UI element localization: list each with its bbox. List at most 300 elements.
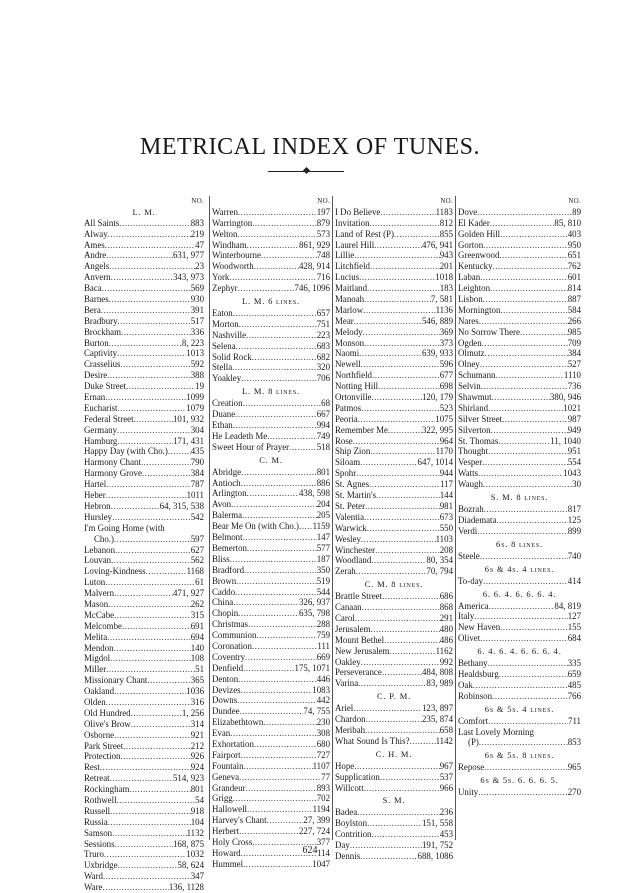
tune-entry <box>335 436 453 447</box>
tune-name: Melcombe <box>84 620 122 631</box>
dot-leader <box>118 316 191 327</box>
tune-entry <box>458 515 581 526</box>
tune-name: Stella <box>212 362 233 373</box>
tune-name: Bera <box>84 304 101 315</box>
dot-leader <box>146 566 187 577</box>
dot-leader <box>111 501 160 512</box>
tune-name: Avon <box>212 499 232 510</box>
tune-entry <box>84 577 204 588</box>
tune-number: 597 <box>190 533 204 544</box>
tune-number: 350 <box>316 564 330 575</box>
tune-name: Happy Day (with Cho.) <box>84 446 168 457</box>
meter-heading: C. M. 8 lines. <box>364 579 424 590</box>
dot-leader <box>371 555 426 566</box>
tune-name: Italy <box>458 611 475 622</box>
meter-heading: S. M. 8 lines. <box>490 492 549 503</box>
tune-entry <box>84 305 204 316</box>
tune-number: 435 <box>190 446 204 457</box>
dot-leader <box>105 577 195 588</box>
tune-number: 262 <box>190 598 204 609</box>
tune-number: 992 <box>439 656 453 667</box>
tune-entry <box>84 534 204 545</box>
dot-leader <box>479 316 568 327</box>
tune-number: 187 <box>316 553 330 564</box>
tune-entry <box>335 316 453 327</box>
tune-name: Russia <box>84 816 108 827</box>
tune-entry <box>212 663 330 674</box>
tune-entry <box>84 523 204 534</box>
dot-leader <box>367 523 440 534</box>
index-column-1 <box>84 196 204 893</box>
dot-leader <box>480 551 568 562</box>
tune-entry <box>458 787 581 798</box>
tune-number: 694 <box>190 631 204 642</box>
tune-number: 861, 929 <box>298 239 330 250</box>
tune-number: 964 <box>439 435 453 446</box>
tune-entry <box>458 576 581 587</box>
tune-entry <box>335 218 453 229</box>
dot-leader <box>107 370 191 381</box>
dot-leader <box>370 261 440 272</box>
dot-leader <box>481 381 568 392</box>
tune-name: Hope <box>335 760 355 771</box>
dot-leader <box>110 806 191 817</box>
tune-name: Holy Cross <box>212 836 253 847</box>
tune-entry <box>335 736 453 747</box>
dot-leader <box>498 436 550 447</box>
tune-entry <box>458 392 581 403</box>
tune-number: 746, 1096 <box>294 283 330 294</box>
tune-entry <box>335 403 453 414</box>
tune-entry <box>84 621 204 632</box>
tune-entry <box>84 294 204 305</box>
tune-number: 403 <box>567 228 581 239</box>
tune-entry <box>84 882 204 893</box>
tune-entry <box>335 338 453 349</box>
tune-number: 1099 <box>186 392 204 403</box>
dot-leader <box>233 308 317 319</box>
tune-number: 921 <box>190 729 204 740</box>
tune-name: Communion <box>212 630 257 641</box>
tune-entry <box>212 685 330 696</box>
tune-name: Grandeur <box>212 782 246 793</box>
tune-name: Rest <box>84 762 100 773</box>
dot-leader <box>499 250 567 261</box>
tune-entry <box>335 591 453 602</box>
tune-entry <box>212 250 330 261</box>
tune-name: Bradbury <box>84 315 118 326</box>
tune-entry <box>212 859 330 870</box>
tune-entry <box>335 566 453 577</box>
tune-name: Eucharist <box>84 402 118 413</box>
tune-name: Brattle Street <box>335 591 383 602</box>
dot-leader <box>380 772 440 783</box>
tune-name: Loving-Kindness <box>84 566 146 577</box>
tune-number: 151, 558 <box>421 818 453 829</box>
tune-number: 751 <box>316 318 330 329</box>
tune-number: 994 <box>316 420 330 431</box>
tune-entry <box>84 566 204 577</box>
tune-entry <box>335 501 453 512</box>
dot-leader <box>118 860 178 871</box>
tune-entry <box>458 601 581 612</box>
tune-name: Newell <box>335 359 361 370</box>
tune-number: 787 <box>190 479 204 490</box>
tune-name: Lillie <box>335 250 355 261</box>
tune-number: 1018 <box>435 272 453 283</box>
tune-name: Fairport <box>212 749 241 760</box>
tune-entry <box>335 490 453 501</box>
tune-number: 322, 995 <box>421 424 453 435</box>
dot-leader <box>243 859 312 870</box>
tune-name: Eaton <box>212 308 233 319</box>
tune-entry <box>458 348 581 359</box>
tune-name: Naomi <box>335 348 360 359</box>
tune-entry <box>84 414 204 425</box>
tune-number: 1136 <box>435 304 453 315</box>
tune-name: Dundee <box>212 706 240 717</box>
tune-name: Perseverance <box>335 667 382 678</box>
tune-name: I'm Going Home (with <box>84 522 165 533</box>
tune-name: Selvin <box>458 381 481 392</box>
tune-number: 1011 <box>186 490 204 501</box>
number-column-heading: NO. <box>191 197 204 205</box>
tune-name: Notting Hill <box>335 381 379 392</box>
tune-number: 527 <box>567 359 581 370</box>
dot-leader <box>358 414 436 425</box>
dot-leader <box>105 392 186 403</box>
tune-entry <box>84 370 204 381</box>
tune-entry <box>212 319 330 330</box>
tune-entry <box>458 261 581 272</box>
dot-leader <box>134 414 173 425</box>
tune-entry <box>212 641 330 652</box>
tune-name: Zephyr <box>212 283 238 294</box>
dot-leader <box>489 601 555 612</box>
tune-number: 201 <box>439 261 453 272</box>
tune-number: 205 <box>316 510 330 521</box>
dot-leader <box>491 425 568 436</box>
tune-name: Ward <box>84 871 103 882</box>
dot-leader <box>121 327 191 338</box>
tune-number: 223 <box>316 329 330 340</box>
tune-name: Repose <box>458 762 485 773</box>
dot-leader <box>114 730 191 741</box>
dot-leader <box>364 338 440 349</box>
tune-name: Melody <box>335 326 363 337</box>
dot-leader <box>141 457 191 468</box>
tune-name: Olney <box>458 359 480 370</box>
tune-entry <box>84 218 204 229</box>
dot-leader <box>123 741 190 752</box>
tune-number: 812 <box>439 217 453 228</box>
tune-entry <box>335 240 453 251</box>
dot-leader <box>120 359 190 370</box>
tune-name: Winchester <box>335 544 376 555</box>
tune-name: Varina <box>335 678 359 689</box>
tune-number: 147 <box>316 532 330 543</box>
tune-entry <box>335 392 453 403</box>
dot-leader <box>367 818 422 829</box>
meter-heading: L. M. 8 lines. <box>242 386 300 397</box>
tune-number: 136, 1128 <box>168 882 204 893</box>
tune-number: 428, 914 <box>298 261 330 272</box>
tune-entry <box>212 608 330 619</box>
tune-number: 879 <box>316 217 330 228</box>
tune-entry <box>84 348 204 359</box>
tune-entry <box>335 534 453 545</box>
dot-leader <box>254 739 317 750</box>
tune-number: 985 <box>567 326 581 337</box>
tune-name: McCabe <box>84 609 115 620</box>
tune-number: 965 <box>567 762 581 773</box>
tune-entry <box>212 510 330 521</box>
tune-number: 601 <box>567 272 581 283</box>
dot-leader <box>256 630 316 641</box>
dot-leader <box>168 446 191 457</box>
dot-leader <box>117 795 196 806</box>
dot-leader <box>110 773 173 784</box>
dot-leader <box>492 392 550 403</box>
tune-name: Olive's Brow <box>84 718 131 729</box>
tune-name: Robinson <box>458 690 493 701</box>
tune-entry <box>84 599 204 610</box>
tune-number: 236 <box>439 807 453 818</box>
tune-name: Silverton <box>458 424 491 435</box>
tune-name: Migdol <box>84 653 111 664</box>
dot-leader <box>372 829 440 840</box>
tune-entry <box>84 697 204 708</box>
tune-number: 191, 752 <box>421 840 453 851</box>
tune-name: Canaan <box>335 602 362 613</box>
tune-number: 219 <box>190 228 204 239</box>
tune-number: 740 <box>567 550 581 561</box>
tune-number: 855 <box>439 228 453 239</box>
tune-name: Rose <box>335 435 353 446</box>
dot-leader <box>479 737 568 748</box>
dot-leader <box>105 240 195 251</box>
tune-number: 716 <box>316 272 330 283</box>
dot-leader <box>482 457 568 468</box>
tune-entry <box>458 436 581 447</box>
tune-name: Crasselius <box>84 359 121 370</box>
tune-name: Bethany <box>458 658 488 669</box>
tune-name: Mount Bethel <box>335 634 385 645</box>
page-title: METRICAL INDEX OF TUNES. <box>140 134 480 161</box>
dot-leader <box>243 398 322 409</box>
tune-number: 1159 <box>312 521 330 532</box>
tune-name: Truro <box>84 849 104 860</box>
tune-number: 266 <box>567 315 581 326</box>
tune-name: Oakland <box>84 686 115 697</box>
tune-name: Monson <box>335 337 365 348</box>
tune-number: 212 <box>190 740 204 751</box>
tune-name: Nares <box>458 315 479 326</box>
tune-name: Devizes <box>212 684 241 695</box>
tune-entry <box>458 716 581 727</box>
tune-number: 573 <box>316 228 330 239</box>
dot-leader <box>254 261 299 272</box>
tune-number: 893 <box>316 782 330 793</box>
tune-number: 711 <box>568 715 581 726</box>
dot-leader <box>244 565 317 576</box>
tune-name: Luton <box>84 577 106 588</box>
tune-name: Gorton <box>458 239 484 250</box>
dot-leader <box>495 370 563 381</box>
tune-number: 949 <box>567 424 581 435</box>
dot-leader <box>107 632 191 643</box>
tune-number: 197 <box>316 206 330 217</box>
tune-number: 688, 1086 <box>417 850 453 861</box>
tune-number: 1183 <box>435 206 453 217</box>
tune-number: 546, 889 <box>421 315 453 326</box>
dot-leader <box>520 327 568 338</box>
dot-leader <box>109 294 191 305</box>
tune-number: 1194 <box>312 804 330 815</box>
tune-entry <box>212 576 330 587</box>
tune-entry <box>84 588 204 599</box>
tune-entry <box>212 750 330 761</box>
tune-name: America <box>458 600 489 611</box>
tune-entry <box>84 741 204 752</box>
tune-number: 1021 <box>563 402 581 413</box>
dot-leader <box>500 622 568 633</box>
tune-number: 171, 431 <box>172 435 204 446</box>
tune-name: Wesley <box>335 533 361 544</box>
tune-number: 918 <box>190 805 204 816</box>
tune-entry <box>335 783 453 794</box>
tune-entry <box>84 457 204 468</box>
tune-entry <box>458 381 581 392</box>
tune-entry <box>458 425 581 436</box>
tune-number: 453 <box>439 829 453 840</box>
dot-leader <box>484 762 568 773</box>
tune-name: Hartel <box>84 479 107 490</box>
dot-leader <box>353 703 422 714</box>
tune-entry <box>335 703 453 714</box>
tune-name: Ship Zion <box>335 446 371 457</box>
tune-name: Bemerton <box>212 542 247 553</box>
tune-entry <box>335 829 453 840</box>
tune-entry <box>84 468 204 479</box>
meter-heading: L. M. 6 lines. <box>242 296 300 307</box>
tune-name: Healdsburg <box>458 668 499 679</box>
tune-entry <box>84 632 204 643</box>
tune-name: Malvern <box>84 588 115 599</box>
tune-name: Warren <box>212 206 238 217</box>
tune-number: 684 <box>567 633 581 644</box>
dot-leader <box>106 250 173 261</box>
tune-name: Morton <box>212 318 239 329</box>
tune-number: 762 <box>567 261 581 272</box>
dot-leader <box>230 554 317 565</box>
tune-entry <box>335 414 453 425</box>
dot-leader <box>380 207 435 218</box>
tune-entry <box>335 425 453 436</box>
tune-entry <box>212 739 330 750</box>
tune-entry <box>84 316 204 327</box>
tune-entry <box>84 860 204 871</box>
tune-number: 74, 755 <box>303 706 330 717</box>
dot-leader <box>483 240 568 251</box>
tune-number: 523 <box>439 402 453 413</box>
tune-number: 438, 598 <box>298 488 330 499</box>
number-column-heading: NO. <box>440 197 453 205</box>
tune-name: St. Agnes <box>335 479 370 490</box>
tune-entry <box>458 479 581 490</box>
tune-entry <box>335 657 453 668</box>
dot-leader <box>131 719 191 730</box>
dot-leader <box>114 588 173 599</box>
dot-leader <box>111 555 191 566</box>
tune-name: Angels <box>84 261 110 272</box>
tune-name: Christmas <box>212 619 248 630</box>
tune-entry <box>458 240 581 251</box>
meter-heading: 6s & 5s. 4 lines. <box>484 703 555 714</box>
dot-leader <box>371 392 421 403</box>
tune-name: Hursley <box>84 511 113 522</box>
tune-number: 11, 1040 <box>550 435 581 446</box>
tune-number: 19 <box>195 381 204 392</box>
title-rule-ornament <box>303 167 310 174</box>
dot-leader <box>389 646 435 657</box>
tune-name: Mear <box>335 315 354 326</box>
tune-name: Barnes <box>84 294 109 305</box>
dot-leader <box>500 229 568 240</box>
tune-number: 1107 <box>312 760 330 771</box>
tune-number: 1110 <box>563 370 581 381</box>
tune-entry <box>458 457 581 468</box>
dot-leader <box>378 381 440 392</box>
dot-leader <box>119 218 190 229</box>
tune-name: Supplication <box>335 771 380 782</box>
number-column-heading: NO. <box>317 197 330 205</box>
tune-name: Park Street <box>84 740 124 751</box>
tune-name: Hebron <box>84 500 111 511</box>
tune-number: 924 <box>190 762 204 773</box>
dot-leader <box>106 664 195 675</box>
tune-name: Arlington <box>212 488 247 499</box>
tune-number: 554 <box>567 457 581 468</box>
dot-leader <box>238 283 295 294</box>
dot-leader <box>359 348 422 359</box>
tune-entry <box>84 479 204 490</box>
tune-name: Brockham <box>84 326 121 337</box>
tune-number: 373 <box>439 337 453 348</box>
dot-leader <box>108 229 191 240</box>
dot-leader <box>111 272 173 283</box>
tune-number: 542 <box>190 511 204 522</box>
dot-leader <box>485 348 568 359</box>
tune-number: 930 <box>190 294 204 305</box>
dot-leader <box>126 381 195 392</box>
tune-entry <box>212 587 330 598</box>
tune-entry <box>335 370 453 381</box>
dot-leader <box>235 409 317 420</box>
dot-leader <box>233 793 317 804</box>
tune-number: 384 <box>190 468 204 479</box>
tune-entry <box>212 272 330 283</box>
tune-name: Meribah <box>335 724 366 735</box>
tune-name: Ethan <box>212 420 233 431</box>
dot-leader <box>474 611 567 622</box>
tune-number: 77 <box>321 771 330 782</box>
tune-number: 117 <box>440 479 453 490</box>
dot-leader <box>496 515 567 526</box>
dot-leader <box>243 663 294 674</box>
tune-entry <box>212 373 330 384</box>
dot-leader <box>109 338 182 349</box>
